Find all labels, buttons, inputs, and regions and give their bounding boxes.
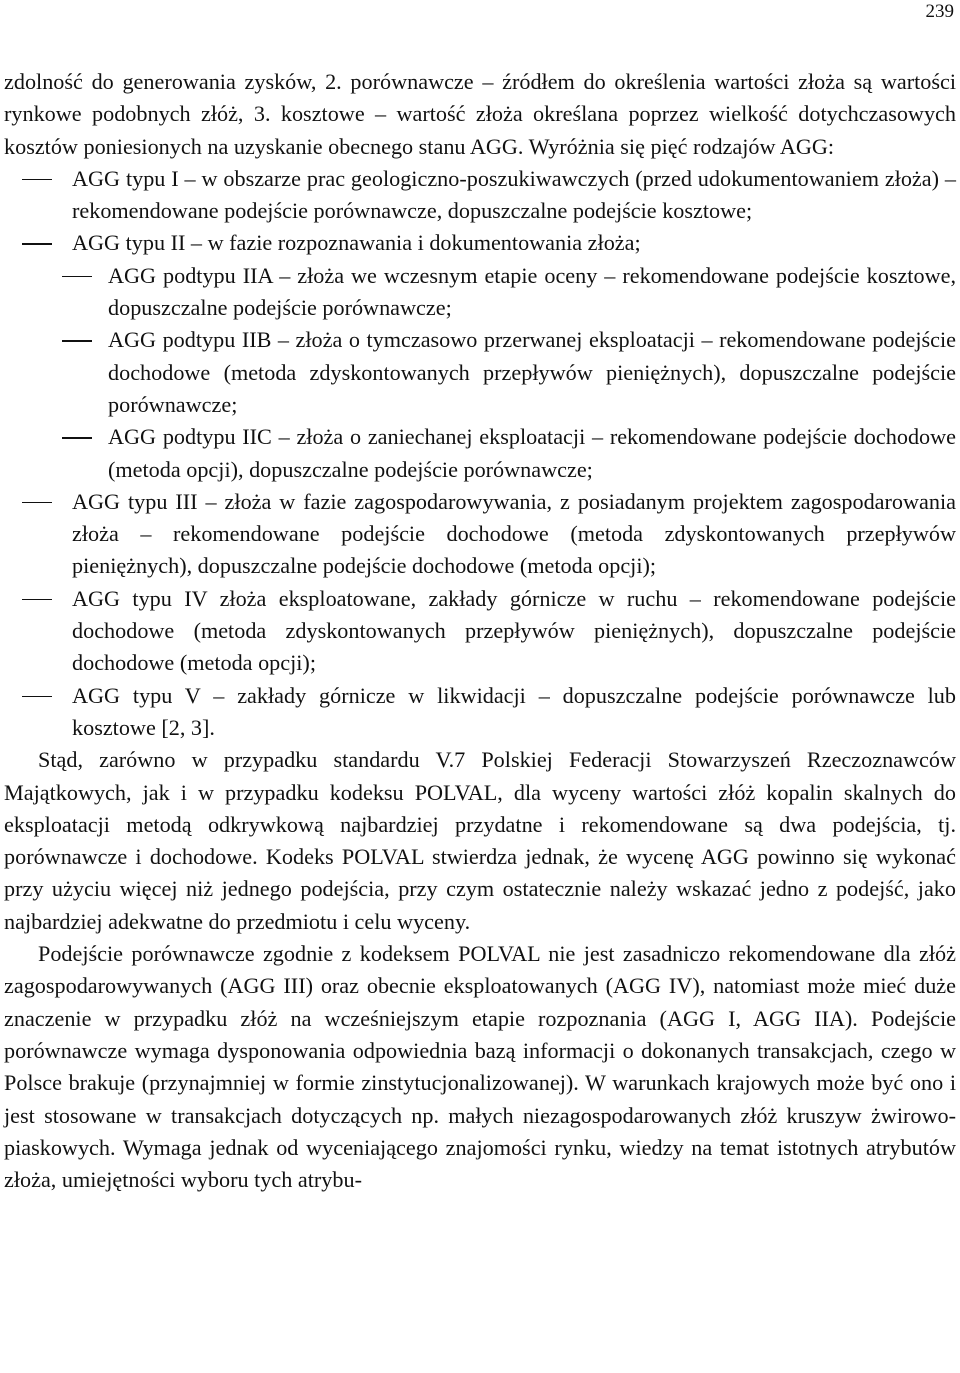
list-item-agg-type-5: AGG typu V – zakłady górnicze w likwidacji – dopuszczalne podejście porównawcze lub kosztowe [2, 3].	[4, 680, 956, 745]
page-body	[4, 66, 956, 1196]
list-item-agg-type-2: AGG typu II – w fazie rozpoznawania i dokumentowania złoża;	[4, 227, 956, 259]
intro-paragraph: zdolność do generowania zysków, 2. porównawcze – źródłem do określenia wartości złoża są wartości rynkowe podobnych złóż, 3. kosztowe – wartość złoża określana poprzez wielkość dotychczasowych kosztów poniesionych na uzyskanie obecnego stanu AGG. Wyróżnia się pięć rodzajów AGG:	[4, 69, 956, 159]
body-paragraph: Podejście porównawcze zgodnie z kodeksem POLVAL nie jest zasadniczo rekomendowane dla złóż zagospodarowywanych (AGG III) oraz obecnie eksploatowanych (AGG IV), natomiast może mieć duże znaczenie w przypadku złóż na wcześniejszym etapie rozpoznania (AGG I, AGG IIA). Podejście porównawcze wymaga dysponowania odpowiednia bazą informacji o dokonanych transakcjach, czego w Polsce brakuje (przynajmniej w formie zinstytucjonalizowanej). W warunkach krajowych może być ono i jest stosowane w transakcjach dotyczących np. małych niezagospodarowanych złóż kruszyw żwirowo-piaskowych. Wymaga jednak od wyceniającego znajomości rynku, wiedzy na temat istotnych atrybutów złoża, umiejętności wyboru tych atrybu-	[4, 941, 956, 1193]
page-number: 239	[925, 1, 954, 22]
list-item-agg-subtype-2a: AGG podtypu IIA – złoża we wczesnym etapie oceny – rekomendowane podejście kosztowe, dopuszczalne podejście porównawcze;	[4, 260, 956, 325]
list-item-agg-type-3: AGG typu III – złoża w fazie zagospodarowywania, z posiadanym projektem zagospodarowania złoża – rekomendowane podejście dochodowe (metoda zdyskontowanych przepływów pieniężnych), dopuszczalne podejście dochodowe (metoda opcji);	[4, 486, 956, 583]
list-item-agg-type-4: AGG typu IV złoża eksploatowane, zakłady górnicze w ruchu – rekomendowane podejście dochodowe (metoda zdyskontowanych przepływów pieniężnych), dopuszczalne podejście dochodowe (metoda opcji);	[4, 583, 956, 680]
list-item-agg-type-1: AGG typu I – w obszarze prac geologiczno-poszukiwawczych (przed udokumentowaniem złoża) – rekomendowane podejście porównawcze, dopuszczalne podejście kosztowe;	[4, 163, 956, 228]
list-item-agg-subtype-2c: AGG podtypu IIC – złoża o zaniechanej eksploatacji – rekomendowane podejście dochodowe (metoda opcji), dopuszczalne podejście porównawcze;	[4, 421, 956, 486]
list-item-agg-subtype-2b: AGG podtypu IIB – złoża o tymczasowo przerwanej eksploatacji – rekomendowane podejście dochodowe (metoda zdyskontowanych przepływów pieniężnych), dopuszczalne podejście porównawcze;	[4, 324, 956, 421]
body-paragraph: Stąd, zarówno w przypadku standardu V.7 Polskiej Federacji Stowarzyszeń Rzeczoznawców Majątkowych, jak i w przypadku kodeksu POLVAL, dla wyceny wartości złóż kopalin skalnych do eksploatacji metodą odkrywkową najbardziej przydatne i rekomendowane są dwa podejścia, tj. porównawcze i dochodowe. Kodeks POLVAL stwierdza jednak, że wycenę AGG powinno się wykonać przy użyciu więcej niż jednego podejścia, przy czym ostatecznie należy wskazać jedno z podejść, jako najbardziej adekwatne do przedmiotu i celu wyceny.	[4, 747, 956, 934]
agg-type-list	[4, 163, 956, 744]
